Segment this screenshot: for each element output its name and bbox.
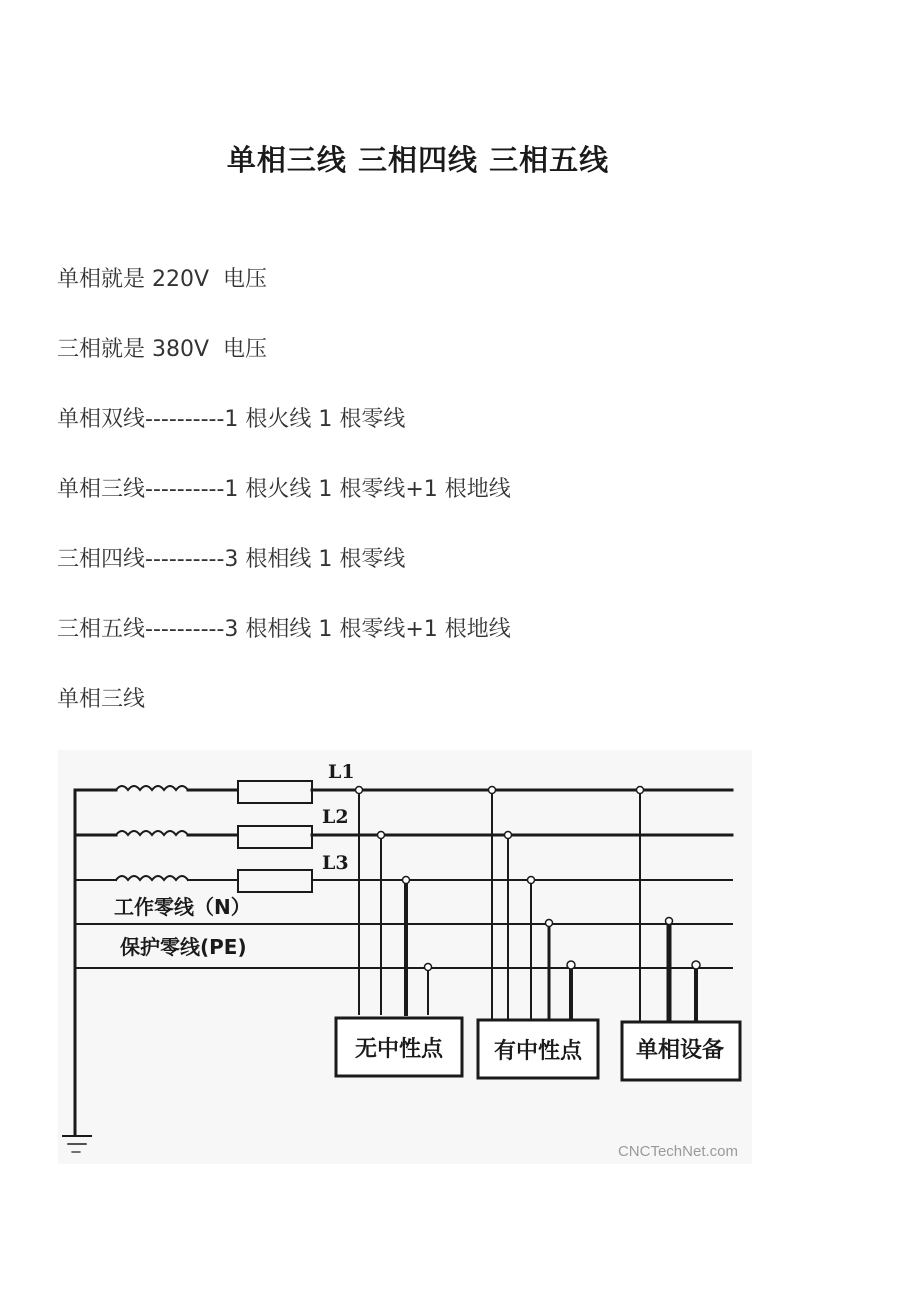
junction-l1-box1 [356, 787, 363, 794]
junction-l2-box2 [505, 832, 512, 839]
junction-pe-box2 [567, 961, 575, 969]
junction-l2-box1 [378, 832, 385, 839]
l1-fuse [238, 781, 312, 803]
l3-fuse [238, 870, 312, 892]
label-l3: L3 [322, 852, 349, 874]
l2-coil [116, 831, 188, 835]
text-line-2: 三相就是 380V 电压 [57, 337, 268, 362]
label-l1: L1 [328, 761, 355, 783]
junction-l3-box1 [403, 877, 410, 884]
box-label-no-neutral: 无中性点 [354, 1037, 444, 1062]
junction-l1-box2 [489, 787, 496, 794]
junction-pe-box3 [692, 961, 700, 969]
label-pe: 保护零线(PE) [120, 935, 247, 959]
junction-l3-box2 [528, 877, 535, 884]
junction-l1-box3 [637, 787, 644, 794]
junction-n-box3 [666, 918, 673, 925]
box-label-with-neutral: 有中性点 [493, 1039, 583, 1064]
text-line-7: 单相三线 [57, 687, 146, 712]
l1-coil [116, 786, 188, 790]
l3-coil [116, 876, 188, 880]
text-line-1: 单相就是 220V 电压 [57, 267, 268, 292]
watermark: CNCTechNet.com [617, 1143, 738, 1160]
junction-pe-box1 [425, 964, 432, 971]
label-neutral: 工作零线（N） [114, 895, 251, 919]
text-line-6: 三相五线----------3 根相线 1 根零线+1 根地线 [57, 617, 511, 642]
text-line-4: 单相三线----------1 根火线 1 根零线+1 根地线 [57, 477, 511, 502]
text-line-3: 单相双线----------1 根火线 1 根零线 [57, 407, 406, 432]
junction-n-box2 [546, 920, 553, 927]
l2-fuse [238, 826, 312, 848]
text-line-5: 三相四线----------3 根相线 1 根零线 [57, 547, 406, 572]
label-l2: L2 [322, 806, 349, 828]
wiring-diagram [58, 750, 752, 1164]
page-title: 单相三线 三相四线 三相五线 [226, 143, 610, 177]
box-label-single-phase: 单相设备 [635, 1038, 725, 1063]
